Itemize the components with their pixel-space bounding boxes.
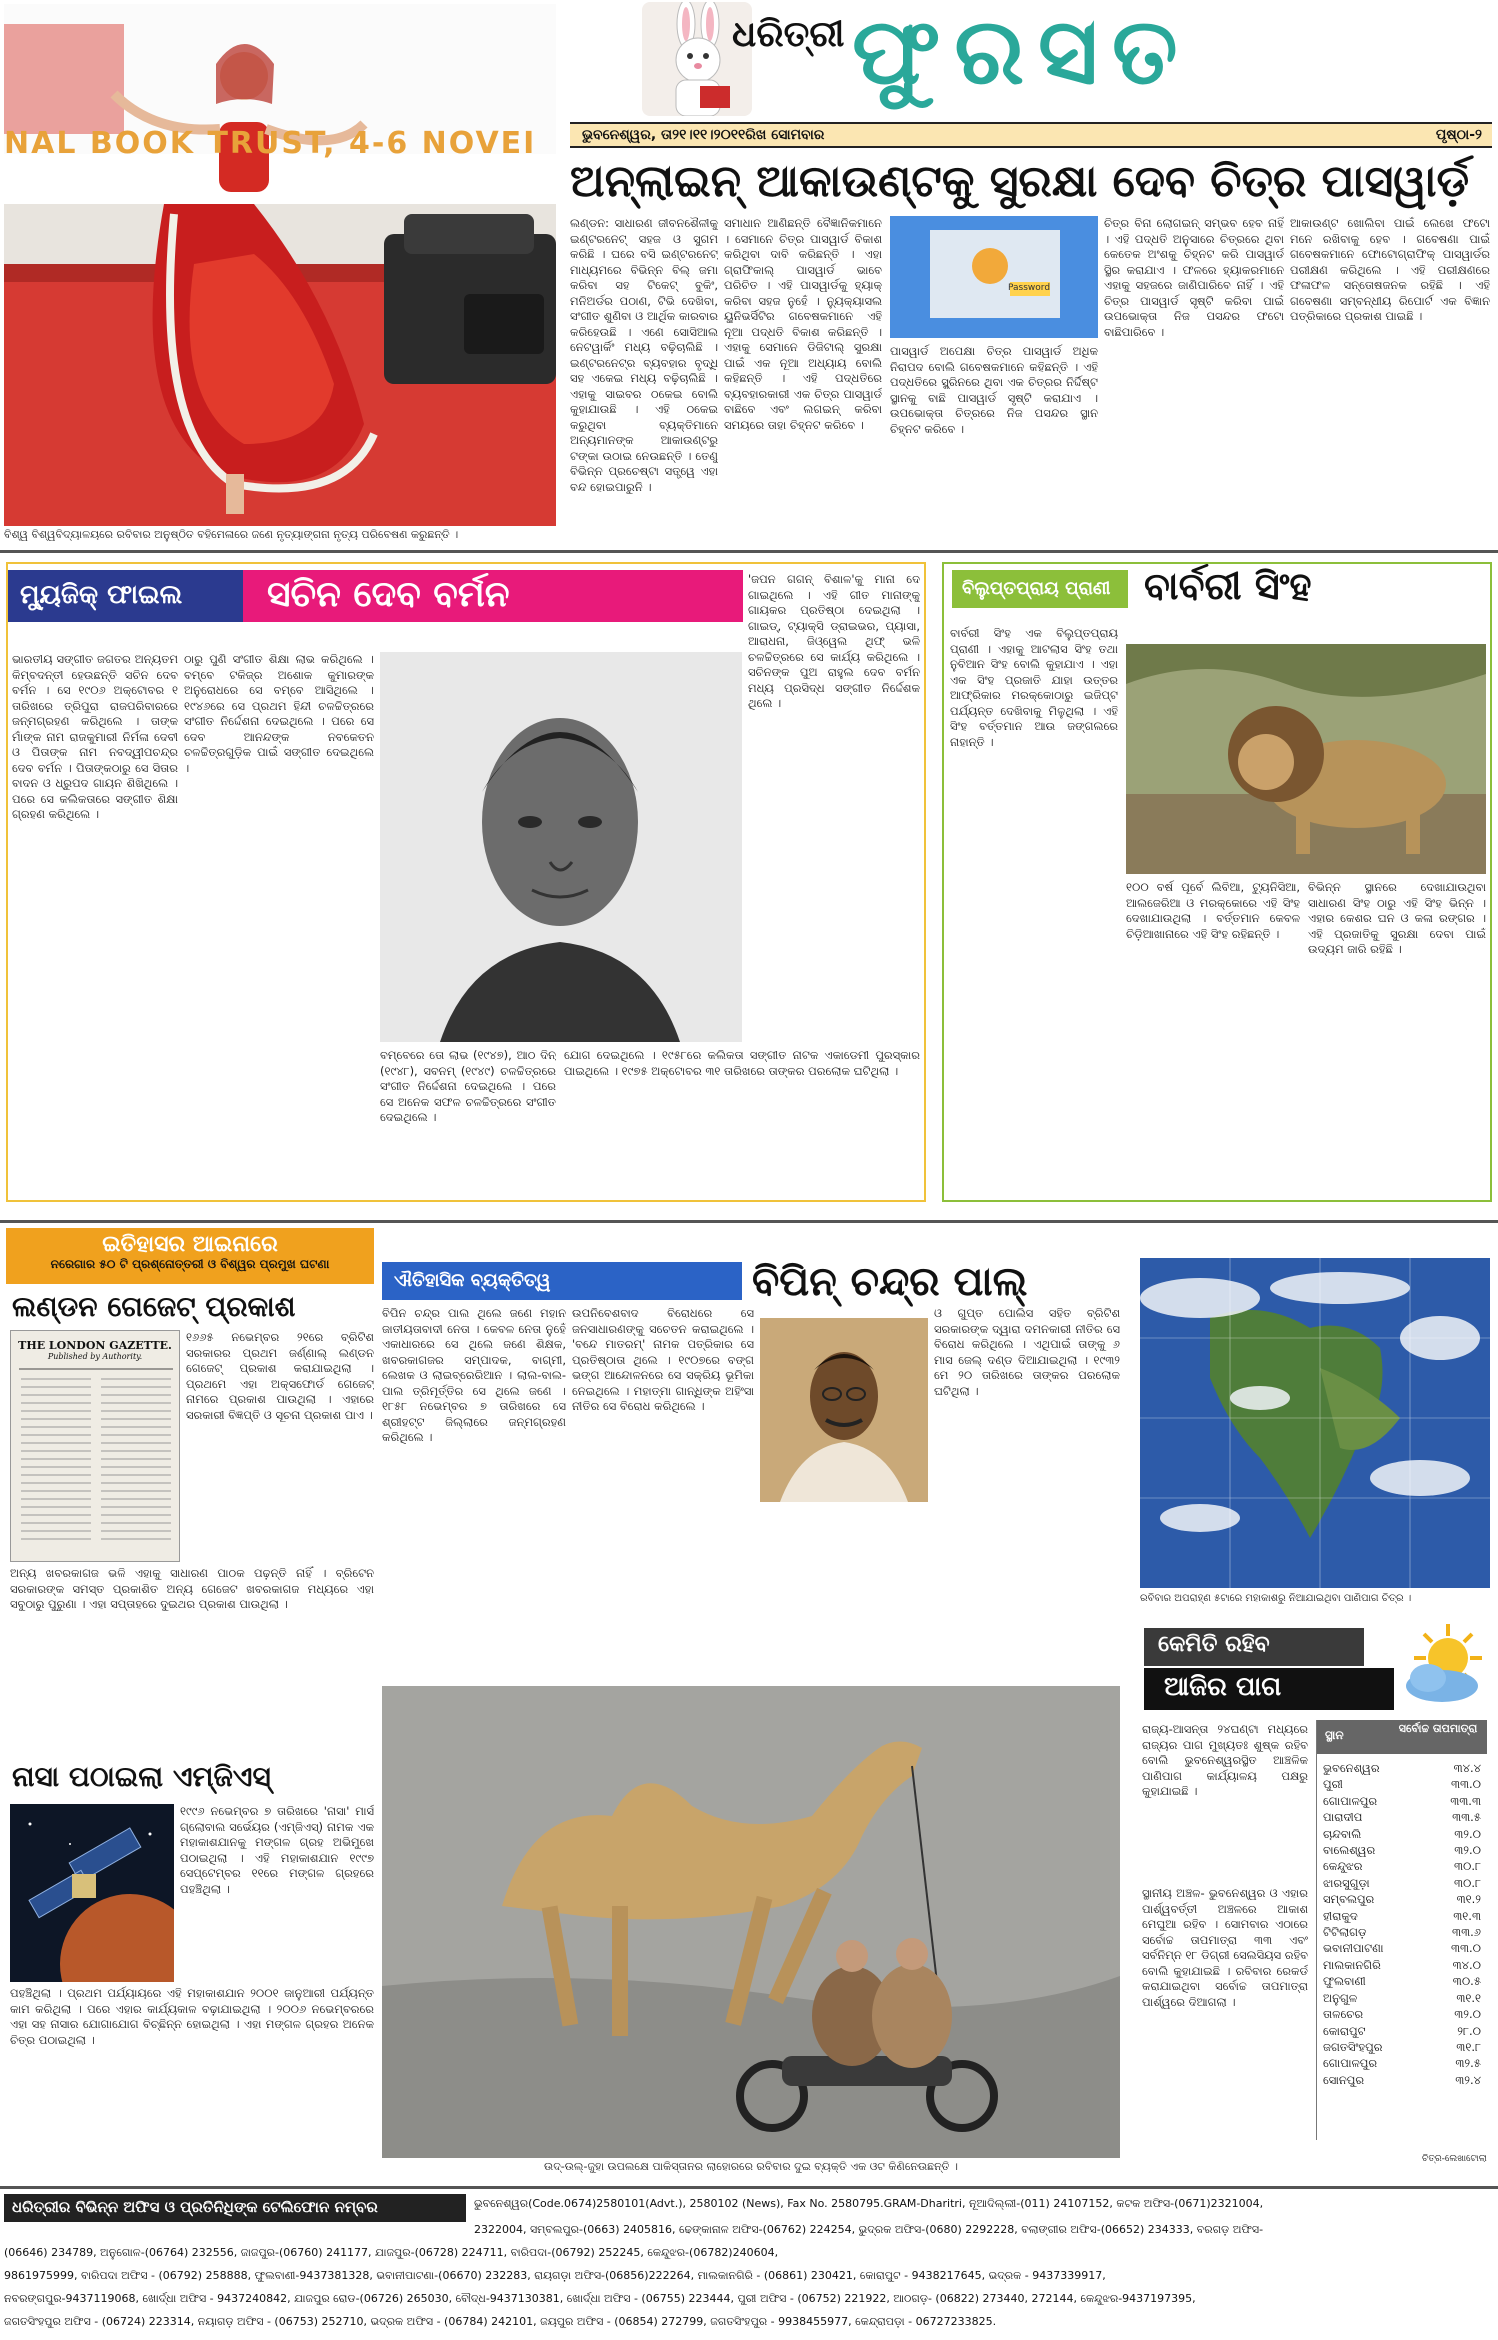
table-row	[1323, 1826, 1481, 1842]
music-below-2: ଯୋଗ ଦେଇଥିଲେ । ୧୯୫୮ରେ କଲିକତା ସଙ୍ଗୀତ ନାଟକ ଏକାଡେମୀ ପୁରସ୍କାର ପାଇଥିଲେ । ୧୯୭୫ ଅକ୍ଟୋବର ୩୧ ତାରିଖରେ ତାଙ୍କର ପରଲୋକ ଘଟିଥିଲା ।	[564, 1048, 920, 1078]
row-place: ପୁରୀ	[1323, 1777, 1343, 1792]
row-temp: ୩୨.୪	[1455, 2072, 1481, 2087]
music-title: ସଚିନ ଦେବ ବର୍ମନ	[267, 574, 510, 615]
footer-line-3: (06646) 234789, ଅନୁଗୋଳ-(06764) 232556, ଜାଜପୁର-(06760) 241177, ଯାଜପୁର-(06728) 224711, ବାରିପଦା-(06792) 252245, କେନ୍ଦୁଝର-(06782)240604,	[4, 2246, 779, 2259]
table-row	[1323, 1957, 1481, 1973]
lead-col-2: ସମାଧାନ ଆଣିଛନ୍ତି ବୈଜ୍ଞାନିକମାନେ । ସେମାନେ ଚିତ୍ର ପାସୱାର୍ଡ ବିକାଶ କରିଥିବା ଦାବି କରିଛନ୍ତି । ଏହା ଗ୍ରାଫିକାଲ୍ ପାସୱାର୍ଡ ଭାବେ ପରିଚିତ । ଏହି ପାସୱାର୍ଡକୁ ହ୍ୟାକ୍ କରିବା ସହଜ ନୁହେଁ । ନ୍ୟୁକ୍ୟାସଲ ୟୁନିଭର୍ସିଟିର ଗବେଷକମାନେ ଏହି ନୂଆ ପଦ୍ଧତି ବିକାଶ କରିଛନ୍ତି । ଏହାକୁ ସେମାନେ ଡିଜିଟାଲ୍ ସୁରକ୍ଷା ପାଇଁ ଏକ ନୂଆ ଅଧ୍ୟାୟ ବୋଲି କହିଛନ୍ତି । ଏହି ପଦ୍ଧତିରେ ବ୍ୟବହାରକାରୀ ଏକ ଚିତ୍ର ପାସୱାର୍ଡ ବାଛିବେ ଏବଂ ଲଗଇନ୍ କରିବା ସମୟରେ ତାହା ଚିହ୍ନଟ କରିବେ ।	[724, 216, 882, 432]
row-place: କୋରାପୁଟ	[1323, 2023, 1366, 2038]
table-row	[1323, 1973, 1481, 1989]
bipin-kicker: ଐତିହାସିକ ବ୍ୟକ୍ତିତ୍ୱ	[394, 1270, 551, 1291]
mgs-spacecraft-image	[10, 1804, 174, 1982]
footer-label: ଧରିତ୍ରୀର ବିଭିନ୍ନ ଅଫିସ ଓ ପ୍ରତିନିଧିଙ୍କ ଟେଲିଫୋନ ନମ୍ବର	[12, 2198, 378, 2216]
music-kicker-box	[8, 570, 243, 622]
satellite-caption: ରବିବାର ଅପରାହ୍ଣ ୫ଟାରେ ମହାକାଶରୁ ନିଆଯାଇଥିବା ପାଣିପାଗ ଚିତ୍ର ।	[1140, 1593, 1412, 1604]
lead-col-1: ଲଣ୍ଡନ: ସାଧାରଣ ଜୀବନଶୈଳୀକୁ ଇଣ୍ଟରନେଟ୍ ସହଜ ଓ ସୁଗମ କରିଛି । ଘରେ ବସି ଇଣ୍ଟରନେଟ୍ ମାଧ୍ୟମରେ ବିଭିନ୍ନ ବିଲ୍ ଜମା କରିବା ସହ ଟିକେଟ୍ ବୁକିଂ, ମନିଅର୍ଡର ପଠାଣ, ଟିଭି ଦେଖିବା, ସଂଗୀତ ଶୁଣିବା ଓ ଆର୍ଥିକ କାରବାର କରିହେଉଛି । ଏଣେ ସୋସିଆଲ ନେଟୱାର୍କିଂ ମଧ୍ୟ ବଢ଼ିଚାଲିଛି । ଇଣ୍ଟରନେଟ୍‌ର ବ୍ୟବହାର ବୃଦ୍ଧି ସହ ଏକେଇ ମଧ୍ୟ ବଢ଼ିଚାଲିଛି । ଏହାକୁ ସାଇବର ଠକେଇ ବୋଲି କୁହାଯାଉଛି । ଏହି ଠକେଇ କରୁଥିବା ବ୍ୟକ୍ତିମାନେ ଅନ୍ୟମାନଙ୍କ ଆକାଉଣ୍ଟରୁ ଟଙ୍କା ଉଠାଇ ନେଉଛନ୍ତି । ତେଣୁ ବିଭିନ୍ନ ପ୍ରଚେଷ୍ଟା ସତ୍ତ୍ୱେ ଏହା ବନ୍ଦ ହୋଇପାରୁନି ।	[570, 216, 718, 494]
gazette-title: THE LONDON GAZETTE.	[18, 1339, 172, 1352]
row-place: ସୋନପୁର	[1323, 2072, 1365, 2087]
table-header	[1317, 1720, 1487, 1754]
table-row	[1323, 1809, 1481, 1825]
table-row	[1323, 2055, 1481, 2071]
row-temp: ୩୨.୦	[1454, 1826, 1481, 1841]
row-place: ଜଗତସିଂହପୁର	[1323, 2039, 1383, 2054]
table-row	[1323, 1793, 1481, 1809]
weather-credit: ଚିତ୍ର-ଲେଖାଟୋଲା	[1422, 2154, 1487, 2164]
bipin-col-mid: ଉପନିବେଶବାଦ ବିରୋଧରେ ସେ ଜନସାଧାରଣଙ୍କୁ ସଚେତନ କରାଇଥିଲେ । 'ବନ୍ଦେ ମାତରମ୍' ନାମକ ପତ୍ରିକାର ସେ ପ୍ରତିଷ୍ଠାତା ଥିଲେ । ୧୯୦୭ରେ ବଙ୍ଗ ଭଙ୍ଗ ଆନ୍ଦୋଳନରେ ସେ ସକ୍ରିୟ ଭୂମିକା ନେଇଥିଲେ । ମହାତ୍ମା ଗାନ୍ଧିଙ୍କ ଅହିଂସା ନୀତିର ସେ ବିରୋଧ କରିଥିଲେ ।	[572, 1306, 754, 1413]
lion-kicker-box	[952, 570, 1128, 608]
dancer-caption: ବିଶ୍ୱ ବିଶ୍ୱବିଦ୍ୟାଳୟରେ ରବିବାର ଅନୁଷ୍ଠିତ ବହିମେଳାରେ ଜଣେ ନୃତ୍ୟାଙ୍ଗନା ନୃତ୍ୟ ପରିବେଷଣ କରୁଛନ୍ତି ।	[4, 528, 459, 541]
music-col-2: ଠାରୁ ପୁଣି ସଂଗୀତ ଶିକ୍ଷା ଲାଭ କରିଥିଲେ । ବମ୍ବେ ଟକିଜ୍‌ର ଅଶୋକ କୁମାରଙ୍କ ଅନୁରୋଧରେ ସେ ବମ୍ବେ ଆସିଥିଲେ । ୧୯୪୬ରେ ସେ ପ୍ରଥମ ହିନ୍ଦୀ ଚଳଚ୍ଚିତ୍ରରେ ସଂଗୀତ ନିର୍ଦ୍ଦେଶନା ଦେଇଥିଲେ । ପରେ ସେ ଦେବ ଆନନ୍ଦଙ୍କ ନବକେତନ ଚଳଚ୍ଚିତ୍ରଗୁଡ଼ିକ ପାଇଁ ସଙ୍ଗୀତ ଦେଇଥିଲେ ।	[184, 652, 374, 775]
weather-header-1-box	[1144, 1628, 1364, 1666]
footer-line-2: 2322004, ସମ୍ବଲପୁର-(0663) 2405816, ଢେଙ୍କାନାଳ ଅଫିସ-(06762) 224254, ଭୁଦ୍ରକ ଅଫିସ-(0680) 2292228, ବଲାଙ୍ଗୀର ଅଫିସ-(06652) 234333, ବରଗଡ଼ ଅଫିସ-	[474, 2223, 1264, 2236]
footer-line-6: ଜଗତସିଂହପୁର ଅଫିସ - (06724) 223314, ନୟାଗଡ଼ ଅଫିସ - (06753) 252710, ଭଦ୍ରକ ଅଫିସ - (06784) 242101, ଜୟପୁର ଅଫିସ - (06854) 272799, ଜଗତସିଂହପୁର - 9938455977, କେନ୍ଦ୍ରାପଡ଼ା - 06727233825.	[4, 2315, 997, 2328]
book-fair-banner-text: NAL BOOK TRUST, 4-6 NOVEI	[4, 126, 537, 161]
footer-line-1: ଭୁବନେଶ୍ୱର(Code.0674)2580101(Advt.), 2580102 (News), Fax No. 2580795.GRAM-Dharitri, ନୂଆଦିଲ୍ଲୀ-(011) 24107152, କଟକ ଅଫିସ-(0671)2321004,	[474, 2197, 1264, 2210]
brand-big: ଫୁରସତ	[852, 0, 1192, 105]
weather-header-2: ଆଜିର ପାଗ	[1164, 1672, 1282, 1702]
bipin-pal-portrait	[760, 1318, 928, 1502]
lion-col-3: ବିଭିନ୍ନ ସ୍ଥାନରେ ଦେଖାଯାଉଥିବା ସାଧାରଣ ସିଂହ ଠାରୁ ଏହି ସିଂହ ଭିନ୍ନ । ଏହାର କେଶର ଘନ ଓ କଳା ରଙ୍ଗର । ଏହି ପ୍ରଜାତିକୁ ସୁରକ୍ଷା ଦେବା ପାଇଁ ଉଦ୍ୟମ ଜାରି ରହିଛି ।	[1308, 880, 1486, 956]
row-temp: ୩୪.୪	[1453, 1761, 1481, 1775]
table-row	[1323, 2023, 1481, 2039]
music-col-1: ଭାରତୀୟ ସଙ୍ଗୀତ ଜଗତର ଅନ୍ୟତମ କିମ୍ବଦନ୍ତୀ ହେଉଛନ୍ତି ସଚିନ ଦେବ ବର୍ମନ । ସେ ୧୯୦୬ ଅକ୍ଟୋବର ୧ ତାରିଖରେ ତ୍ରିପୁରା ରାଜପରିବାରରେ ଜନ୍ମଗ୍ରହଣ କରିଥିଲେ । ତାଙ୍କ ମାଁଙ୍କ ନାମ ରାଜକୁମାରୀ ନିର୍ମଳା ଦେବୀ ଓ ପିତାଙ୍କ ନାମ ନବଦ୍ୱୀପଚନ୍ଦ୍ର ଦେବ ବର୍ମନ । ପିତାଙ୍କଠାରୁ ସେ ସିତାର ବାଦନ ଓ ଧ୍ରୁପଦ ଗାୟନ ଶିଖିଥିଲେ । ପରେ ସେ କଲିକତାରେ ସଙ୍ଗୀତ ଶିକ୍ଷା ଗ୍ରହଣ କରିଥିଲେ ।	[12, 652, 178, 821]
bipin-kicker-box	[382, 1262, 742, 1300]
table-row	[1323, 1990, 1481, 2006]
history-body: ୧୬୬୫ ନଭେମ୍ବର ୨୧ରେ ବ୍ରିଟିଶ ସରକାରର ପ୍ରଥମ ଜର୍ଣ୍ଣାଲ୍ ଲଣ୍ଡନ ଗେଜେଟ୍ ପ୍ରକାଶ କରାଯାଇଥିଲା । ପ୍ରଥମେ ଏହା ଅକ୍ସଫୋର୍ଡ ଗେଜେଟ୍ ନାମରେ ପ୍ରକାଶ ପାଉଥିଲା । ଏହାରେ ସରକାରୀ ବିଜ୍ଞପ୍ତି ଓ ସୂଚନା ପ୍ରକାଶ ପାଏ ।	[186, 1330, 374, 1422]
page-number: ପୃଷ୍ଠା-୨	[1435, 127, 1482, 143]
weather-body	[1140, 1720, 1490, 2170]
row-place: ପାରାଦୀପ	[1323, 1810, 1363, 1825]
row-temp: ୩୩.୩	[1450, 1793, 1481, 1808]
row-temp: ୩୩.୬	[1452, 1925, 1481, 1940]
music-section	[6, 562, 926, 1202]
row-place: ବାଲେଶ୍ୱର	[1323, 1843, 1376, 1858]
lion-col-1: ବାର୍ବରୀ ସିଂହ ଏକ ବିଲୁପ୍ତପ୍ରାୟ ପ୍ରାଣୀ । ଏହାକୁ ଆଟଲାସ ସିଂହ ତଥା ନୁବିଆନ ସିଂହ ବୋଲି କୁହାଯାଏ । ଏହା ଏକ ସିଂହ ପ୍ରଜାତି ଯାହା ଉତ୍ତର ଆଫ୍ରିକାର ମରକ୍କୋଠାରୁ ଇଜିପ୍ଟ ପର୍ଯ୍ୟନ୍ତ ଦେଖିବାକୁ ମିଳୁଥିଲା । ଏହି ସିଂହ ବର୍ତ୍ତମାନ ଆଉ ଜଙ୍ଗଲରେ ନାହାନ୍ତି ।	[950, 626, 1118, 749]
row-temp: ୩୩.୫	[1452, 1810, 1481, 1825]
footer-line-5: ନବରଙ୍ଗପୁର-9437119068, ଖୋର୍ଦ୍ଧା ଅଫିସ - 9437240842, ଯାଜପୁର ରୋଡ-(06726) 265030, ବୌଦ୍ଧ-9437130381, ଖୋର୍ଦ୍ଧା ଅଫିସ - (06755) 223444, ପୁରୀ ଅଫିସ - (06752) 221922, ଆଠଗଡ଼- (06822) 273440, 272144, କେନ୍ଦୁଝର-9437197395,	[4, 2292, 1196, 2305]
music-col-3: 'ଜପନ ଗଗନ୍ ବିଶାଳ'କୁ ମାନା ଦେ ଗାଇଥିଲେ । ଏହି ଗୀତ ମାନାଙ୍କୁ ଗାୟକର ପ୍ରତିଷ୍ଠା ଦେଇଥିଲା । ଗାଇଡ୍, ଟ୍ୟାକ୍ସି ଡ୍ରାଇଭର, ପ୍ୟାସା, ଆରାଧନା, ଜିଓ୍ୱେଲ ଥିଫ୍ ଭଳି ଚଳଚ୍ଚିତ୍ରରେ ସେ କାର୍ଯ୍ୟ କରିଥିଲେ । ସଚିନଙ୍କ ପୁଅ ରାହୁଲ ଦେବ ବର୍ମନ ମଧ୍ୟ ପ୍ରସିଦ୍ଧ ସଙ୍ଗୀତ ନିର୍ଦ୍ଦେଶକ ଥିଲେ ।	[748, 572, 920, 710]
table-row	[1323, 1858, 1481, 1874]
table-row	[1323, 1760, 1481, 1776]
row-temp: ୩୦.୮	[1453, 1859, 1481, 1874]
footer-line-4: 9861975999, ବାରିପଦା ଅଫିସ - (06792) 258888, ଫୁଲବାଣୀ-9437381328, ଭବାନୀପାଟଣା-(06670) 232283, ରାୟଗଡ଼ା ଅଫିସ-(06856)222264, ମାଲକାନଗିରି - (06861) 230421, କୋରାପୁଟ - 9438217645, ଭଦ୍ରକ - 9437339917,	[4, 2269, 1106, 2282]
row-temp: ୩୧.୨	[1456, 1892, 1481, 1907]
row-place: ଝାରସୁଗୁଡ଼ା	[1323, 1875, 1370, 1890]
temperature-table	[1316, 1720, 1486, 2140]
row-place: ଭବାନୀପାଟଣା	[1323, 1941, 1384, 1956]
row-place: ଫୁଲବାଣୀ	[1323, 1974, 1366, 1989]
nasa-title: ନାସା ପଠାଇଲା ଏମ୍‌ଜିଏସ୍	[12, 1760, 271, 1793]
row-place: ଗୋପାଳପୁର	[1323, 1793, 1378, 1808]
footer-contacts-rest	[4, 2218, 1494, 2333]
divider	[0, 1220, 1498, 1223]
masthead	[604, 0, 1492, 120]
history-kicker: ଇତିହାସର ଆଇନାରେ	[102, 1232, 278, 1257]
weather-state-text: ରାଜ୍ୟ-ଆସନ୍ତା ୨୪ଘଣ୍ଟା ମଧ୍ୟରେ ରାଜ୍ୟର ପାଗ ମୁଖ୍ୟତଃ ଶୁଷ୍କ ରହିବ ବୋଲି ଭୁବନେଶ୍ୱରସ୍ଥିତ ଆଞ୍ଚଳିକ ପାଣିପାଗ କାର୍ଯ୍ୟାଳୟ ପକ୍ଷରୁ କୁହାଯାଇଛି ।	[1142, 1722, 1308, 1798]
bipin-title: ବିପିନ୍ ଚନ୍ଦ୍ର ପାଲ୍	[752, 1259, 1028, 1305]
row-temp: ୩୧.୮	[1456, 2039, 1481, 2054]
camel-photo	[382, 1686, 1120, 2158]
table-row	[1323, 1940, 1481, 1956]
table-row	[1323, 2072, 1481, 2088]
divider	[0, 2186, 1498, 2189]
history-subkicker: ନରେଗାର ୫୦ ଟି ପ୍ରଶ୍ନୋତ୍ତରୀ ଓ ବିଶ୍ୱର ପ୍ରମୁଖ ଘଟଣା	[50, 1257, 330, 1271]
row-temp: ୨୮.୦	[1457, 2023, 1481, 2038]
password-label: Password	[1008, 283, 1051, 293]
footer-contacts	[474, 2192, 1494, 2216]
col-place-header: ସ୍ଥାନ	[1325, 1728, 1344, 1742]
row-temp: ୩୧.୧	[1456, 1990, 1481, 2005]
table-row	[1323, 1891, 1481, 1907]
lion-kicker: ବିଲୁପ୍ତପ୍ରାୟ ପ୍ରାଣୀ	[962, 578, 1111, 599]
camel-caption: ଉଦ୍-ଉଲ୍-ଜୁହା ଉପଲକ୍ଷେ ପାକିସ୍ତାନର ଲାହୋରରେ ରବିବାର ଦୁଇ ବ୍ୟକ୍ତି ଏକ ଓଟ କିଣିନେଉଛନ୍ତି ।	[544, 2160, 958, 2173]
row-place: ଭୁବନେଶ୍ୱର	[1323, 1761, 1380, 1775]
history-kicker-box	[6, 1228, 374, 1284]
weather-header	[1140, 1616, 1490, 1714]
row-place: ସମ୍ବଲପୁର	[1323, 1892, 1375, 1907]
gazette-subtitle: Published by Authority.	[47, 1352, 143, 1361]
table-row	[1323, 2039, 1481, 2055]
row-temp: ୩୨.୦	[1454, 1843, 1481, 1858]
row-place: ଚାନ୍ଦବାଲି	[1323, 1826, 1362, 1841]
row-temp: ୩୪.୦	[1452, 1957, 1481, 1972]
row-place: ହୀରାକୁଦ	[1323, 1908, 1358, 1923]
sun-cloud-icon	[1398, 1620, 1488, 1710]
row-temp: ୩୦.୮	[1453, 1875, 1481, 1890]
row-temp: ୩୩.୦	[1450, 1941, 1481, 1956]
lead-col-5: ଆକାଉଣ୍ଟ ଖୋଲିବା ପାଇଁ ଲେଖେ ଫଟୋ ମନେ ରଖିବାକୁ ହେବ । ଗବେଷଣା ପାଇଁ ଗବେଷକମାନେ ଫୋଟୋଗ୍ରାଫିକ୍ ପାସୱାର୍ଡର ପରୀକ୍ଷଣ କରିଥିଲେ । ଏହି ପରୀକ୍ଷଣରେ ଫଳାଫଳ ସନ୍ତୋଷଜନକ ରହିଛି । ଏହି ଗବେଷଣା ସମ୍ବନ୍ଧୀୟ ରିପୋର୍ଟ ଏକ ବିଜ୍ଞାନ ପତ୍ରିକାରେ ପ୍ରକାଶ ପାଇଛି ।	[1290, 216, 1490, 323]
weather-header-2-box	[1144, 1668, 1394, 1710]
row-temp: ୩୩.୦	[1450, 1777, 1481, 1792]
row-temp: ୩୧.୩	[1453, 1908, 1481, 1923]
col-temp-header: ସର୍ବୋଚ୍ଚ ତାପମାତ୍ରା	[1398, 1722, 1478, 1735]
row-place: ଟିଟିଲାଗଡ଼	[1323, 1925, 1367, 1940]
history-title: ଲଣ୍ଡନ ଗେଜେଟ୍ ପ୍ରକାଶ	[12, 1290, 296, 1323]
weather-header-1: କେମିତି ରହିବ	[1158, 1632, 1270, 1657]
lion-section	[942, 562, 1492, 1202]
dancer-photo	[4, 4, 556, 526]
bipin-col-left: ବିପିନ ଚନ୍ଦ୍ର ପାଲ ଥିଲେ ଜଣେ ମହାନ ଜାତୀୟତାବାଦୀ ନେତା । କେବଳ ନେତା ନୁହେଁ ଏକାଧାରରେ ସେ ଥିଲେ ଜଣେ ଶିକ୍ଷକ, ଖବରକାଗଜର ସମ୍ପାଦକ, ବାଗ୍ମୀ, ଲେଖକ ଓ ଲାଇବ୍ରେରିଆନ । ଲାଲ-ବାଲ-ପାଲ ତ୍ରିମୂର୍ତ୍ତିର ସେ ଥିଲେ ଜଣେ । ୧୮୫୮ ନଭେମ୍ବର ୭ ତାରିଖରେ ସେ ଶ୍ରୀହଟ୍ଟ ଜିଲ୍ଲାରେ ଜନ୍ମଗ୍ରହଣ କରିଥିଲେ ।	[382, 1306, 566, 1444]
satellite-image	[1140, 1258, 1490, 1588]
bipin-col-right: ଓ ଗୁପ୍ତ ପୋଲିସ ସହିତ ବ୍ରିଟିଶ ସରକାରଙ୍କ ଦ୍ୱାରା ଦମନକାରୀ ନୀତିର ସେ ବିରୋଧ କରିଥିଲେ । ଏଥିପାଇଁ ତାଙ୍କୁ ୬ ମାସ ଜେଲ୍ ଦଣ୍ଡ ଦିଆଯାଇଥିଲା । ୧୯୩୨ ମେ ୨୦ ତାରିଖରେ ତାଙ୍କର ପରଲୋକ ଘଟିଥିଲା ।	[934, 1306, 1120, 1398]
lead-col-3: ପାସୱାର୍ଡ ଅପେକ୍ଷା ଚିତ୍ର ପାସୱାର୍ଡ ଅଧିକ ନିରାପଦ ବୋଲି ଗବେଷକମାନେ କହିଛନ୍ତି । ଏହି ପଦ୍ଧତିରେ ସ୍କ୍ରିନରେ ଥିବା ଏକ ଚିତ୍ରର ନିର୍ଦ୍ଦିଷ୍ଟ ସ୍ଥାନକୁ ବାଛି ପାସୱାର୍ଡ ସୃଷ୍ଟି କରାଯାଏ । ଉପଭୋକ୍ତା ଚିତ୍ରରେ ନିଜ ପସନ୍ଦର ସ୍ଥାନ ଚିହ୍ନଟ କରିବେ ।	[890, 344, 1098, 436]
lion-title: ବାର୍ବରୀ ସିଂହ	[1144, 564, 1312, 608]
london-gazette-image	[10, 1330, 180, 1562]
temperature-rows	[1323, 1760, 1481, 2088]
password-screen-image	[890, 216, 1098, 338]
row-place: ଅନୁଗୁଳ	[1323, 1990, 1358, 2005]
table-row	[1323, 1776, 1481, 1792]
row-temp: ୩୨.୫	[1455, 2056, 1481, 2071]
sd-burman-portrait	[380, 652, 742, 1042]
music-below-1: ବମ୍ବେରେ ତୋ ଲାଭ (୧୯୪୭), ଆଠ ଦିନ୍ (୧୯୪୮), ସବନମ୍ (୧୯୪୯) ଚଳଚ୍ଚିତ୍ରରେ ସଂଗୀତ ନିର୍ଦ୍ଦେଶନା ଦେଇଥିଲେ । ପରେ ସେ ଅନେକ ସଫଳ ଚଳଚ୍ଚିତ୍ରରେ ସଂଗୀତ ଦେଇଥିଲେ ।	[380, 1048, 556, 1124]
dateline: ଭୁବନେଶ୍ୱର, ତା୨୧।୧୧।୨୦୧୧ରିଖ ସୋମବାର	[582, 127, 825, 143]
table-row	[1323, 1842, 1481, 1858]
music-kicker: ମ୍ୟୁଜିକ୍ ଫାଇଲ	[20, 580, 183, 610]
row-temp: ୩୦.୫	[1452, 1974, 1481, 1989]
table-row	[1323, 1908, 1481, 1924]
brand-small: ଧରିତ୍ରୀ	[732, 14, 845, 55]
row-temp: ୩୨.୦	[1454, 2007, 1481, 2022]
lead-col-4: ଚିତ୍ର ବିନା ଲୋଗଇନ୍ ସମ୍ଭବ ହେବ ନାହିଁ । ଏହି ପଦ୍ଧତି ଅନୁସାରେ ଚିତ୍ରରେ ଥିବା କେତେକ ଅଂଶକୁ ଚିହ୍ନଟ କରି ପାସୱାର୍ଡ ସ୍ଥିର କରାଯାଏ । ଫଳରେ ହ୍ୟାକରମାନେ ଏହାକୁ ସହଜରେ ଜାଣିପାରିବେ ନାହିଁ । ଏହି ଚିତ୍ର ପାସୱାର୍ଡ ସୃଷ୍ଟି କରିବା ପାଇଁ ଉପଭୋକ୍ତା ନିଜ ପସନ୍ଦର ଫଟୋ ବାଛିପାରିବେ ।	[1104, 216, 1284, 339]
row-place: ମାଲକାନଗିରି	[1323, 1957, 1381, 1972]
row-place: କେନ୍ଦୁଝର	[1323, 1859, 1363, 1874]
table-row	[1323, 2006, 1481, 2022]
row-place: ଗୋପାଳପୁର	[1323, 2056, 1378, 2071]
table-row	[1323, 1924, 1481, 1940]
divider	[0, 550, 1498, 553]
row-place: ତାଳଚେର	[1323, 2007, 1364, 2022]
lead-headline: ଅନ୍‌ଲାଇନ୍ ଆକାଉଣ୍ଟକୁ ସୁରକ୍ଷା ଦେବ ଚିତ୍ର ପାସୱାର୍ଡ଼	[570, 156, 1470, 207]
dateline-bar	[570, 122, 1492, 148]
weather-local-text: ସ୍ଥାନୀୟ ଅଞ୍ଚଳ- ଭୁବନେଶ୍ୱର ଓ ଏହାର ପାର୍ଶ୍ୱବର୍ତ୍ତୀ ଅଞ୍ଚଳରେ ଆକାଶ ମେଘୁଆ ରହିବ । ସୋମବାର ଏଠାରେ ସର୍ବୋଚ୍ଚ ତାପମାତ୍ରା ୩୩ ଏବଂ ସର୍ବନିମ୍ନ ୧୮ ଡିଗ୍ରୀ ସେଲସିୟସ ରହିବ ବୋଲି କୁହାଯାଇଛି । ରବିବାର ରେକର୍ଡ କରାଯାଇଥିବା ସର୍ବୋଚ୍ଚ ତାପମାତ୍ରା ପାର୍ଶ୍ୱରେ ଦିଆଗଲା ।	[1142, 1886, 1308, 2009]
lion-photo	[1126, 644, 1486, 874]
lion-col-2: ୧୦୦ ବର୍ଷ ପୂର୍ବେ ଲିବିଆ, ଟ୍ୟୁନିସିଆ, ଆଲଜେରିଆ ଓ ମରକ୍କୋରେ ଏହି ସିଂହ ଦେଖାଯାଉଥିଲା । ବର୍ତ୍ତମାନ କେବଳ ଚିଡ଼ିଆଖାନାରେ ଏହି ସିଂହ ରହିଛନ୍ତି ।	[1126, 880, 1300, 941]
table-row	[1323, 1875, 1481, 1891]
nasa-body-2: ପହଞ୍ଚିଥିଲା । ପ୍ରଥମ ପର୍ଯ୍ୟାୟରେ ଏହି ମହାକାଶଯାନ ୨୦୦୧ ଜାନୁଆରୀ ପର୍ଯ୍ୟନ୍ତ କାମ କରିଥିଲା । ପରେ ଏହାର କାର୍ଯ୍ୟକାଳ ବଢ଼ାଯାଇଥିଲା । ୨୦୦୬ ନଭେମ୍ବରରେ ଏହା ସହ ନାସାର ଯୋଗାଯୋଗ ବିଚ୍ଛିନ୍ନ ହୋଇଥିଲା । ଏହା ମଙ୍ଗଳ ଗ୍ରହର ଅନେକ ଚିତ୍ର ପଠାଇଥିଲା ।	[10, 1986, 374, 2047]
history-body-2: ଅନ୍ୟ ଖବରକାଗଜ ଭଳି ଏହାକୁ ସାଧାରଣ ପାଠକ ପଢ଼ନ୍ତି ନାହିଁ । ବ୍ରିଟେନ ସରକାରଙ୍କ ସମସ୍ତ ପ୍ରକାଶିତ ଅନ୍ୟ ଗେଜେଟ ଖବରକାଗଜ ମଧ୍ୟରେ ଏହା ସବୁଠାରୁ ପୁରୁଣା । ଏହା ସପ୍ତାହରେ ଦୁଇଥର ପ୍ରକାଶ ପାଉଥିଲା ।	[10, 1566, 374, 1611]
nasa-body: ୧୯୯୬ ନଭେମ୍ବର ୭ ତାରିଖରେ 'ନାସା' ମାର୍ସ ଗ୍ଲୋବାଲ ସର୍ଭେୟର (ଏମ୍‌ଜିଏସ୍) ନାମକ ଏକ ମହାକାଶଯାନକୁ ମଙ୍ଗଳ ଗ୍ରହ ଅଭିମୁଖେ ପଠାଇଥିଲା । ଏହି ମହାକାଶଯାନ ୧୯୯୭ ସେପ୍ଟେମ୍ବର ୧୧ରେ ମଙ୍ଗଳ ଗ୍ରହରେ ପହଞ୍ଚିଥିଲା ।	[180, 1804, 374, 1896]
music-title-box	[243, 570, 743, 622]
